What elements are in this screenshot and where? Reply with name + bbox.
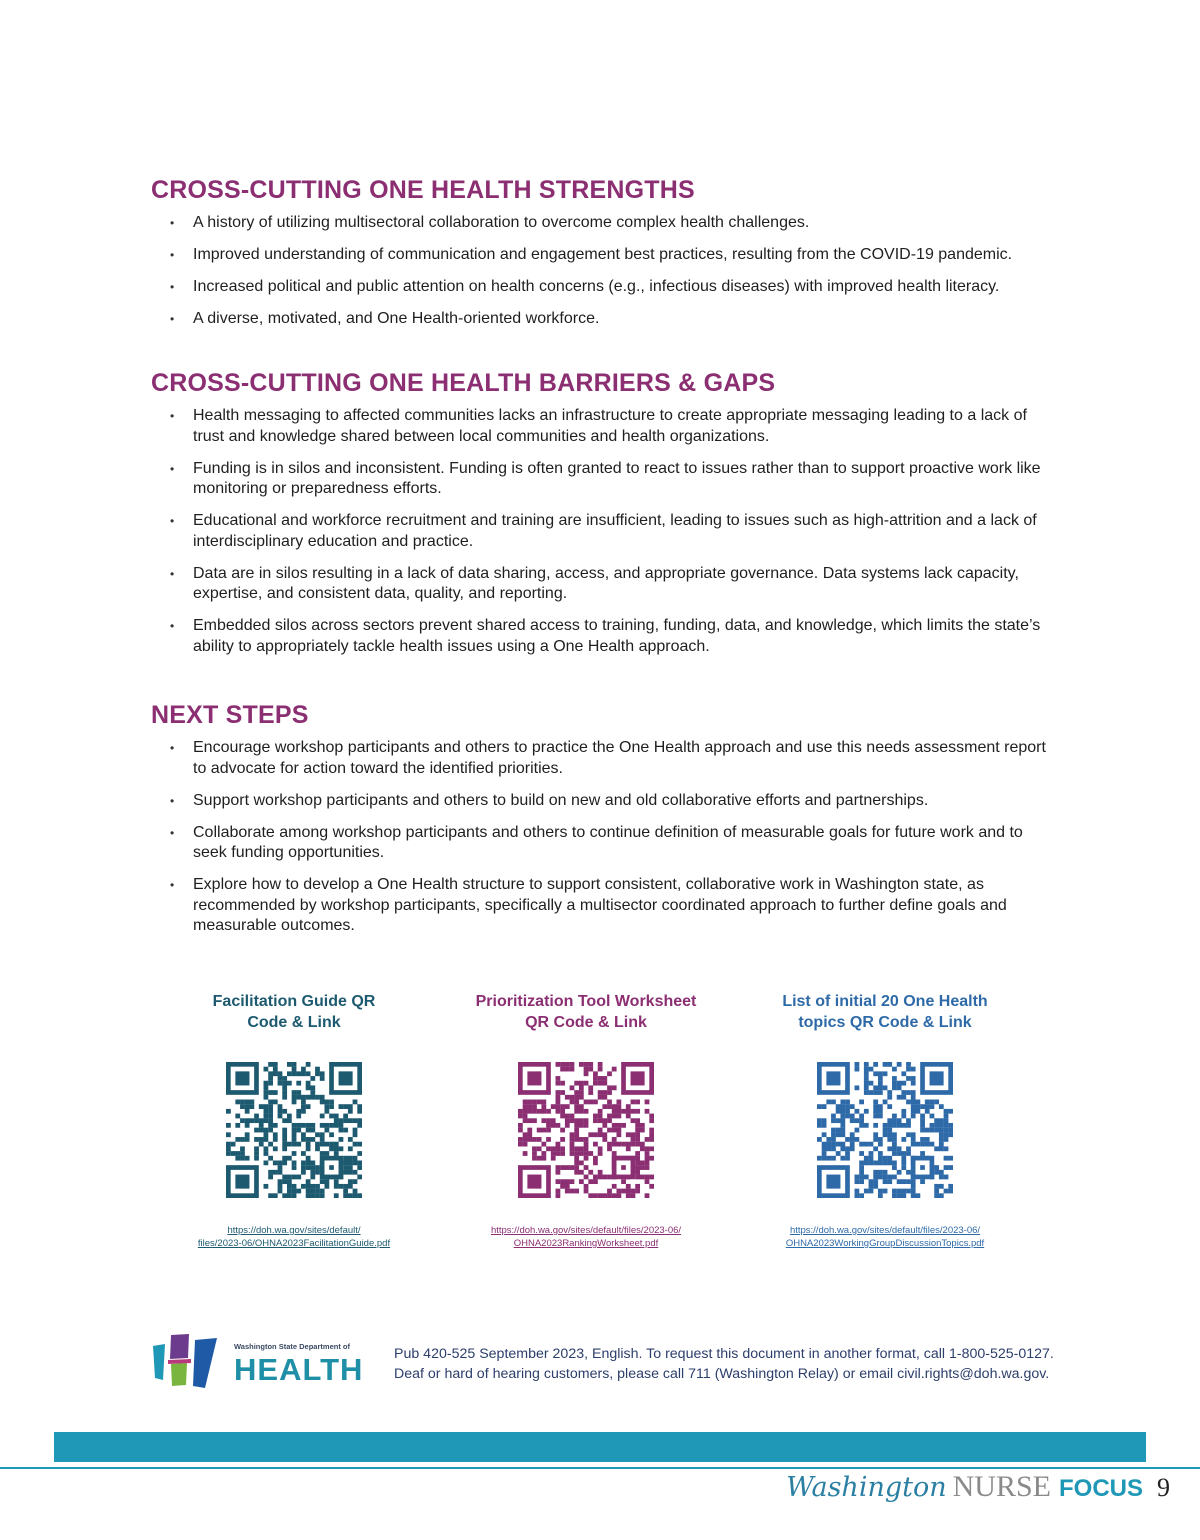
- qr-code-icon[interactable]: [817, 1062, 953, 1198]
- doh-logo: [151, 1332, 371, 1392]
- list-item: • Embedded silos across sectors prevent shared access to training, funding, data, and knowledge, which limits the state’s ability to appropriately tackle health issues using a One Health approach.: [151, 616, 1051, 657]
- pub-line: Pub 420-525 September 2023, English. To request this document in another format, call 1-800-525-0127.: [394, 1346, 1054, 1362]
- pub-line: Deaf or hard of hearing customers, please call 711 (Washington Relay) or email civil.rights@doh.wa.gov.: [394, 1365, 1050, 1382]
- link-line: OHNA2023WorkingGroupDiscussionTopics.pdf: [785, 1238, 985, 1249]
- link-line: https://doh.wa.gov/sites/default/files/2023-06/: [789, 1225, 981, 1236]
- footer-rule: [0, 1467, 1200, 1469]
- list-item: • Support workshop participants and others to build on new and old collaborative efforts and partnerships.: [151, 791, 1051, 812]
- next-steps-section: [151, 701, 1051, 948]
- facilitation-guide-link[interactable]: [144, 1224, 444, 1250]
- publication-notice: [394, 1345, 1094, 1384]
- bullet-list: [151, 406, 1051, 657]
- list-item: • A history of utilizing multisectoral collaboration to overcome complex health challenges.: [151, 213, 1051, 234]
- logo-health-text: HEALTH: [234, 1352, 364, 1387]
- strengths-section: [151, 176, 1051, 341]
- qr-title-prioritization-worksheet: [436, 991, 736, 1033]
- list-item: • Improved understanding of communication and engagement best practices, resulting from the COVID-19 pandemic.: [151, 245, 1051, 266]
- page-number: 9: [1157, 1473, 1170, 1502]
- list-item: • Funding is in silos and inconsistent. Funding is often granted to react to issues rather than to support proactive work like monitoring or preparedness efforts.: [151, 459, 1051, 500]
- list-item: • Increased political and public attention on health concerns (e.g., infectious diseases) with improved health literacy.: [151, 277, 1051, 298]
- link-line: files/2023-06/OHNA2023FacilitationGuide.pdf: [197, 1238, 391, 1249]
- qr-title-line: Code & Link: [247, 1014, 341, 1031]
- masthead: [786, 1470, 1170, 1520]
- ranking-worksheet-link[interactable]: [436, 1224, 736, 1250]
- list-item: • Educational and workforce recruitment and training are insufficient, leading to issues such as high-attrition and a lack of interdisciplinary education and practice.: [151, 511, 1051, 552]
- logo-department-text: Washington State Department of: [234, 1342, 350, 1351]
- qr-code-icon[interactable]: [518, 1062, 654, 1198]
- discussion-topics-link[interactable]: [735, 1224, 1035, 1250]
- link-line: https://doh.wa.gov/sites/default/files/2023-06/: [490, 1225, 682, 1236]
- masthead-nurse: NURSE: [952, 1470, 1051, 1503]
- section-heading: CROSS-CUTTING ONE HEALTH BARRIERS & GAPS: [151, 369, 776, 397]
- qr-title-line: Prioritization Tool Worksheet: [475, 993, 697, 1010]
- link-line: OHNA2023RankingWorksheet.pdf: [513, 1238, 659, 1249]
- link-line: https://doh.wa.gov/sites/default/: [227, 1225, 361, 1236]
- qr-title-discussion-topics: [735, 991, 1035, 1033]
- qr-title-line: QR Code & Link: [525, 1014, 647, 1031]
- section-heading: CROSS-CUTTING ONE HEALTH STRENGTHS: [151, 176, 695, 204]
- masthead-washington: Washington: [786, 1472, 947, 1503]
- qr-title-line: Facilitation Guide QR: [212, 993, 376, 1010]
- qr-title-line: topics QR Code & Link: [798, 1014, 972, 1031]
- list-item: • A diverse, motivated, and One Health-oriented workforce.: [151, 309, 1051, 330]
- bullet-list: [151, 738, 1051, 937]
- list-item: • Explore how to develop a One Health structure to support consistent, collaborative work in Washington state, as recommended by workshop participants, specifically a multisector coordinated approach to further define goals and measurable outcomes.: [151, 875, 1051, 937]
- qr-title-facilitation-guide: [144, 991, 444, 1033]
- list-item: • Data are in silos resulting in a lack of data sharing, access, and appropriate governance. Data systems lack capacity, expertise, and consistent data, quality, and reporting.: [151, 564, 1051, 605]
- qr-title-line: List of initial 20 One Health: [782, 993, 988, 1010]
- masthead-focus: FOCUS: [1059, 1475, 1143, 1502]
- footer-band: [54, 1432, 1146, 1462]
- bullet-list: [151, 213, 1051, 330]
- section-heading: NEXT STEPS: [151, 701, 309, 729]
- barriers-section: [151, 369, 1051, 669]
- list-item: • Health messaging to affected communities lacks an infrastructure to create appropriate messaging leading to a lack of trust and knowledge shared between local communities and health organizations.: [151, 406, 1051, 447]
- list-item: • Collaborate among workshop participants and others to continue definition of measurable goals for future work and to seek funding opportunities.: [151, 823, 1051, 864]
- qr-code-icon[interactable]: [226, 1062, 362, 1198]
- doh-logo-icon: [151, 1332, 231, 1392]
- list-item: • Encourage workshop participants and others to practice the One Health approach and use this needs assessment report to advocate for action toward the identified priorities.: [151, 738, 1051, 779]
